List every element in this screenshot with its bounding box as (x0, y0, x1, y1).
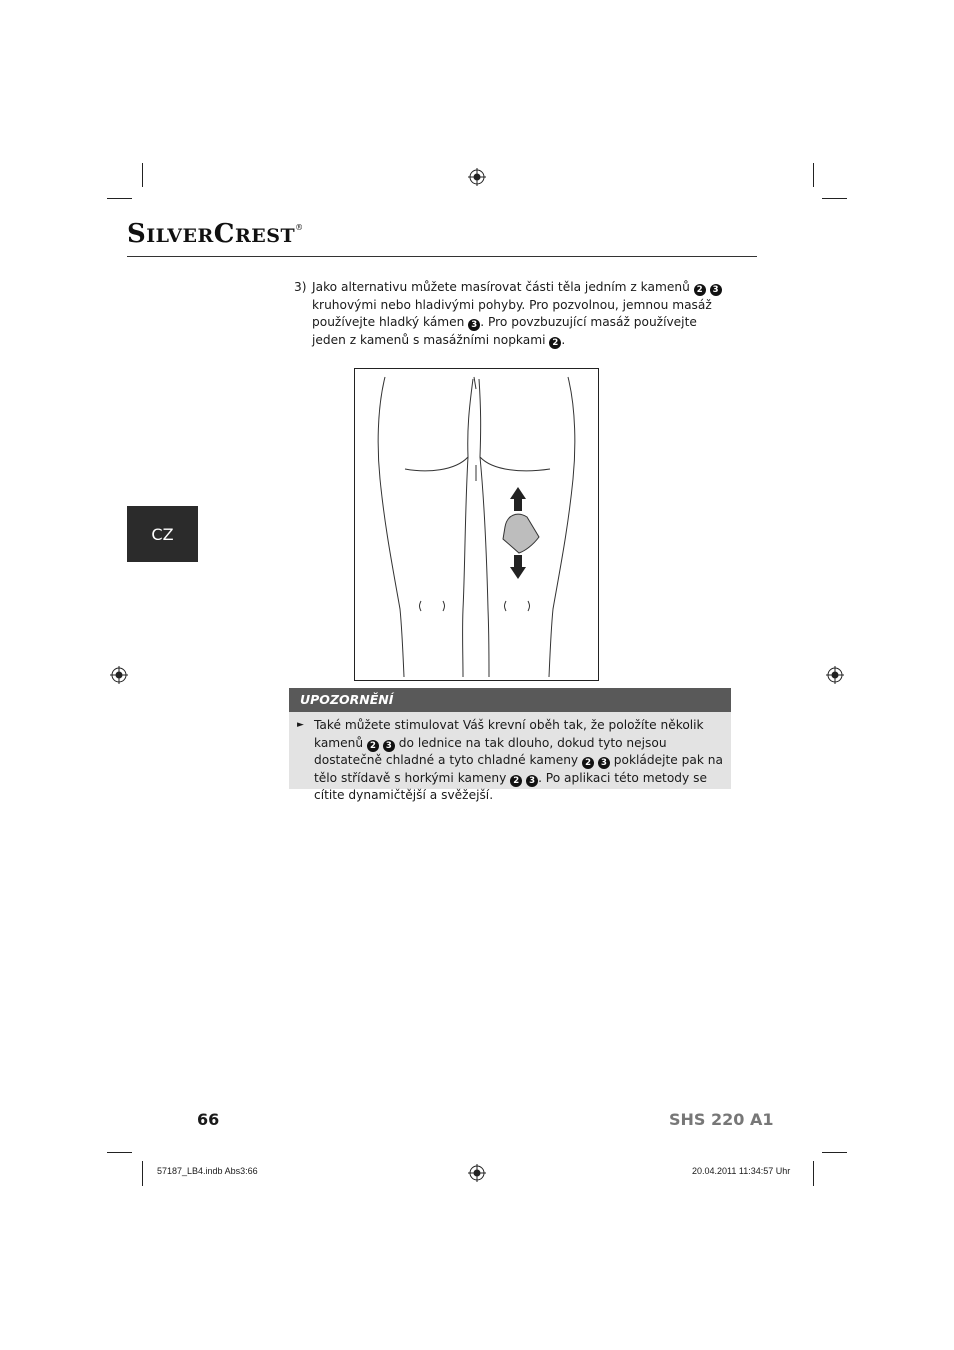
part-number-badge: 3 (383, 740, 395, 752)
text-run: do lednice na tak dlouho, dokud tyto nejsou dostatečně chladné a tyto chladné kameny (314, 735, 667, 768)
logo-letters: REST (235, 225, 296, 247)
note-body (297, 717, 725, 805)
crop-mark (813, 163, 814, 187)
registered-mark: ® (295, 223, 304, 232)
step-instruction (294, 279, 734, 349)
crop-mark (142, 163, 143, 187)
part-number-badge: 2 (367, 740, 379, 752)
model-number: SHS 220 A1 (669, 1110, 774, 1129)
note-title: UPOZORNĚNÍ (300, 692, 394, 707)
crop-mark (107, 198, 132, 199)
part-number-badge: 2 (694, 284, 706, 296)
crop-mark (813, 1161, 814, 1186)
text-run: . (561, 332, 566, 347)
registration-mark-icon (110, 666, 128, 684)
language-label: CZ (151, 524, 174, 544)
step-text (312, 279, 734, 349)
part-number-badge: 2 (549, 337, 561, 349)
legs-back-view-illustration (355, 369, 598, 680)
text-run (706, 280, 710, 294)
part-number-badge: 3 (710, 284, 722, 296)
crop-mark (822, 198, 847, 199)
part-number-badge: 3 (468, 319, 480, 331)
file-info: 57187_LB4.indb Abs3:66 (157, 1166, 258, 1176)
massage-illustration (354, 368, 599, 681)
page-number: 66 (197, 1110, 220, 1129)
text-run: Jako alternativu můžete masírovat části těla jedním z kamenů (312, 280, 694, 294)
part-number-badge: 2 (510, 775, 522, 787)
crop-mark (142, 1161, 143, 1186)
crop-mark (822, 1152, 847, 1153)
logo-letter: S (127, 219, 147, 249)
note-header (289, 688, 731, 712)
registration-mark-icon (826, 666, 844, 684)
text-run: kruhovými nebo hladivými pohyby. Pro pozvolnou, jemnou masáž používejte hladký kámen (312, 297, 712, 330)
logo-letters: ILVER (146, 225, 214, 247)
note-text (314, 717, 725, 805)
triangle-right-icon: ► (297, 720, 304, 730)
step-number: 3) (294, 280, 307, 294)
header-rule (127, 256, 757, 257)
print-timestamp: 20.04.2011 11:34:57 Uhr (692, 1166, 791, 1176)
arrow-down-icon (510, 555, 526, 579)
text-run: Také můžete stimulovat Váš krevní oběh tak, že položíte několik kamenů (314, 718, 704, 750)
language-tab (127, 506, 198, 562)
part-number-badge: 3 (526, 775, 538, 787)
part-number-badge: 2 (582, 757, 594, 769)
logo-letter: C (213, 219, 235, 249)
brand-logo (127, 219, 304, 249)
text-run: pokládejte pak na tělo střídavě s horkými kameny (314, 753, 723, 785)
crop-mark (107, 1152, 132, 1153)
massage-stone-icon (503, 514, 539, 553)
text-run: . Po aplikaci této metody se cítite dynamičtější a svěžejší. (314, 770, 707, 803)
registration-mark-icon (468, 168, 486, 186)
part-number-badge: 3 (598, 757, 610, 769)
registration-mark-icon (468, 1164, 486, 1182)
text-run: . Pro povzbuzující masáž používejte jeden z kamenů s masážními nopkami (312, 315, 697, 347)
arrow-up-icon (510, 487, 526, 511)
